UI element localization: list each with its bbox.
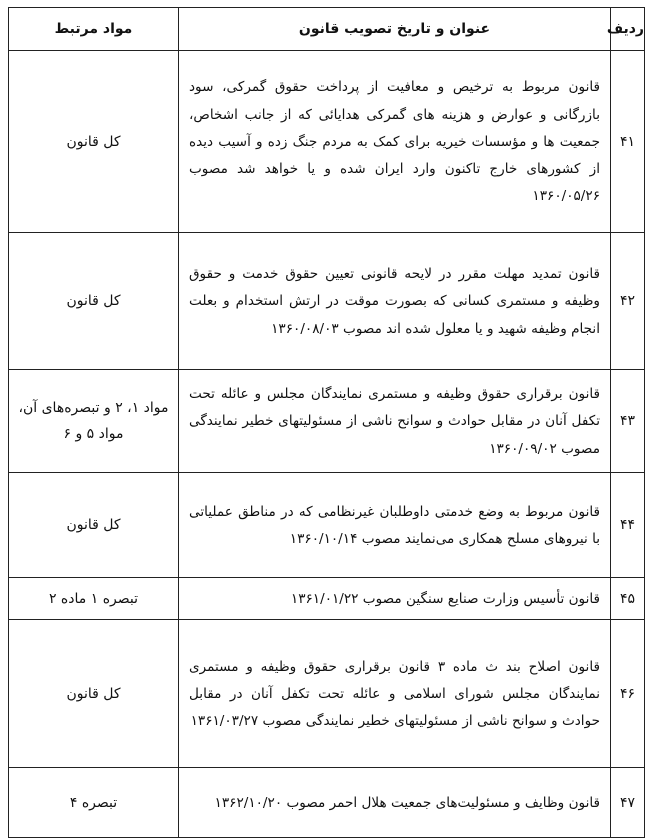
header-related-articles: مواد مرتبط <box>9 8 179 51</box>
related-articles: مواد ۱، ۲ و تبصره‌های آن، مواد ۵ و ۶ <box>9 370 179 473</box>
header-row-number: ردیف <box>611 8 645 51</box>
law-title: قانون برقراری حقوق وظیفه و مستمری نمایندگان مجلس و عائله تحت تکفل آنان در مقابل حوادث و سوانح ناشی از مسئولیتهای خطیر نمایندگی مصوب ۱۳۶۰/۰۹/۰۲ <box>179 370 611 473</box>
table-row <box>9 768 645 838</box>
row-number: ۴۷ <box>611 768 645 838</box>
law-title: قانون تأسیس وزارت صنایع سنگین مصوب ۱۳۶۱/۰۱/۲۲ <box>179 578 611 620</box>
table-row <box>9 233 645 370</box>
row-number: ۴۲ <box>611 233 645 370</box>
law-title: قانون وظایف و مسئولیت‌های جمعیت هلال احمر مصوب ۱۳۶۲/۱۰/۲۰ <box>179 768 611 838</box>
law-title: قانون تمدید مهلت مقرر در لایحه قانونی تعیین حقوق خدمت و حقوق وظیفه و مستمری کسانی که بصورت موقت در ارتش استخدام و بعلت انجام وظیفه شهید و یا معلول شده اند مصوب ۱۳۶۰/۰۸/۰۳ <box>179 233 611 370</box>
table-row <box>9 473 645 578</box>
header-title-date: عنوان و تاریخ تصویب قانون <box>179 8 611 51</box>
law-title: قانون مربوط به وضع خدمتی داوطلبان غیرنظامی که در مناطق عملیاتی با نیروهای مسلح همکاری می‌نمایند مصوب ۱۳۶۰/۱۰/۱۴ <box>179 473 611 578</box>
related-articles: تبصره ۴ <box>9 768 179 838</box>
related-articles: کل قانون <box>9 620 179 768</box>
laws-table <box>8 7 645 838</box>
related-articles: کل قانون <box>9 473 179 578</box>
law-title: قانون اصلاح بند ث ماده ۳ قانون برقراری حقوق وظیفه و مستمری نمایندگان مجلس شورای اسلامی و عائله تحت تکفل آنان در مقابل حوادث و سوانح ناشی از مسئولیتهای خطیر نمایندگی مصوب ۱۳۶۱/۰۳/۲۷ <box>179 620 611 768</box>
table-row <box>9 578 645 620</box>
row-number: ۴۱ <box>611 51 645 233</box>
row-number: ۴۴ <box>611 473 645 578</box>
table-header-row <box>9 8 645 51</box>
row-number: ۴۵ <box>611 578 645 620</box>
law-title: قانون مربوط به ترخیص و معافیت از پرداخت حقوق گمرکی، سود بازرگانی و عوارض و هزینه های گمرکی هدایائی که از جانب اشخاص، جمعیت ها و مؤسسات خیریه برای کمک به مردم جنگ زده و آسیب دیده از کشورهای خارج تاکنون وارد ایران شده و یا خواهد شد مصوب ۱۳۶۰/۰۵/۲۶ <box>179 51 611 233</box>
table-row <box>9 370 645 473</box>
table-row <box>9 620 645 768</box>
row-number: ۴۳ <box>611 370 645 473</box>
table-row <box>9 51 645 233</box>
related-articles: کل قانون <box>9 51 179 233</box>
related-articles: تبصره ۱ ماده ۲ <box>9 578 179 620</box>
related-articles: کل قانون <box>9 233 179 370</box>
row-number: ۴۶ <box>611 620 645 768</box>
